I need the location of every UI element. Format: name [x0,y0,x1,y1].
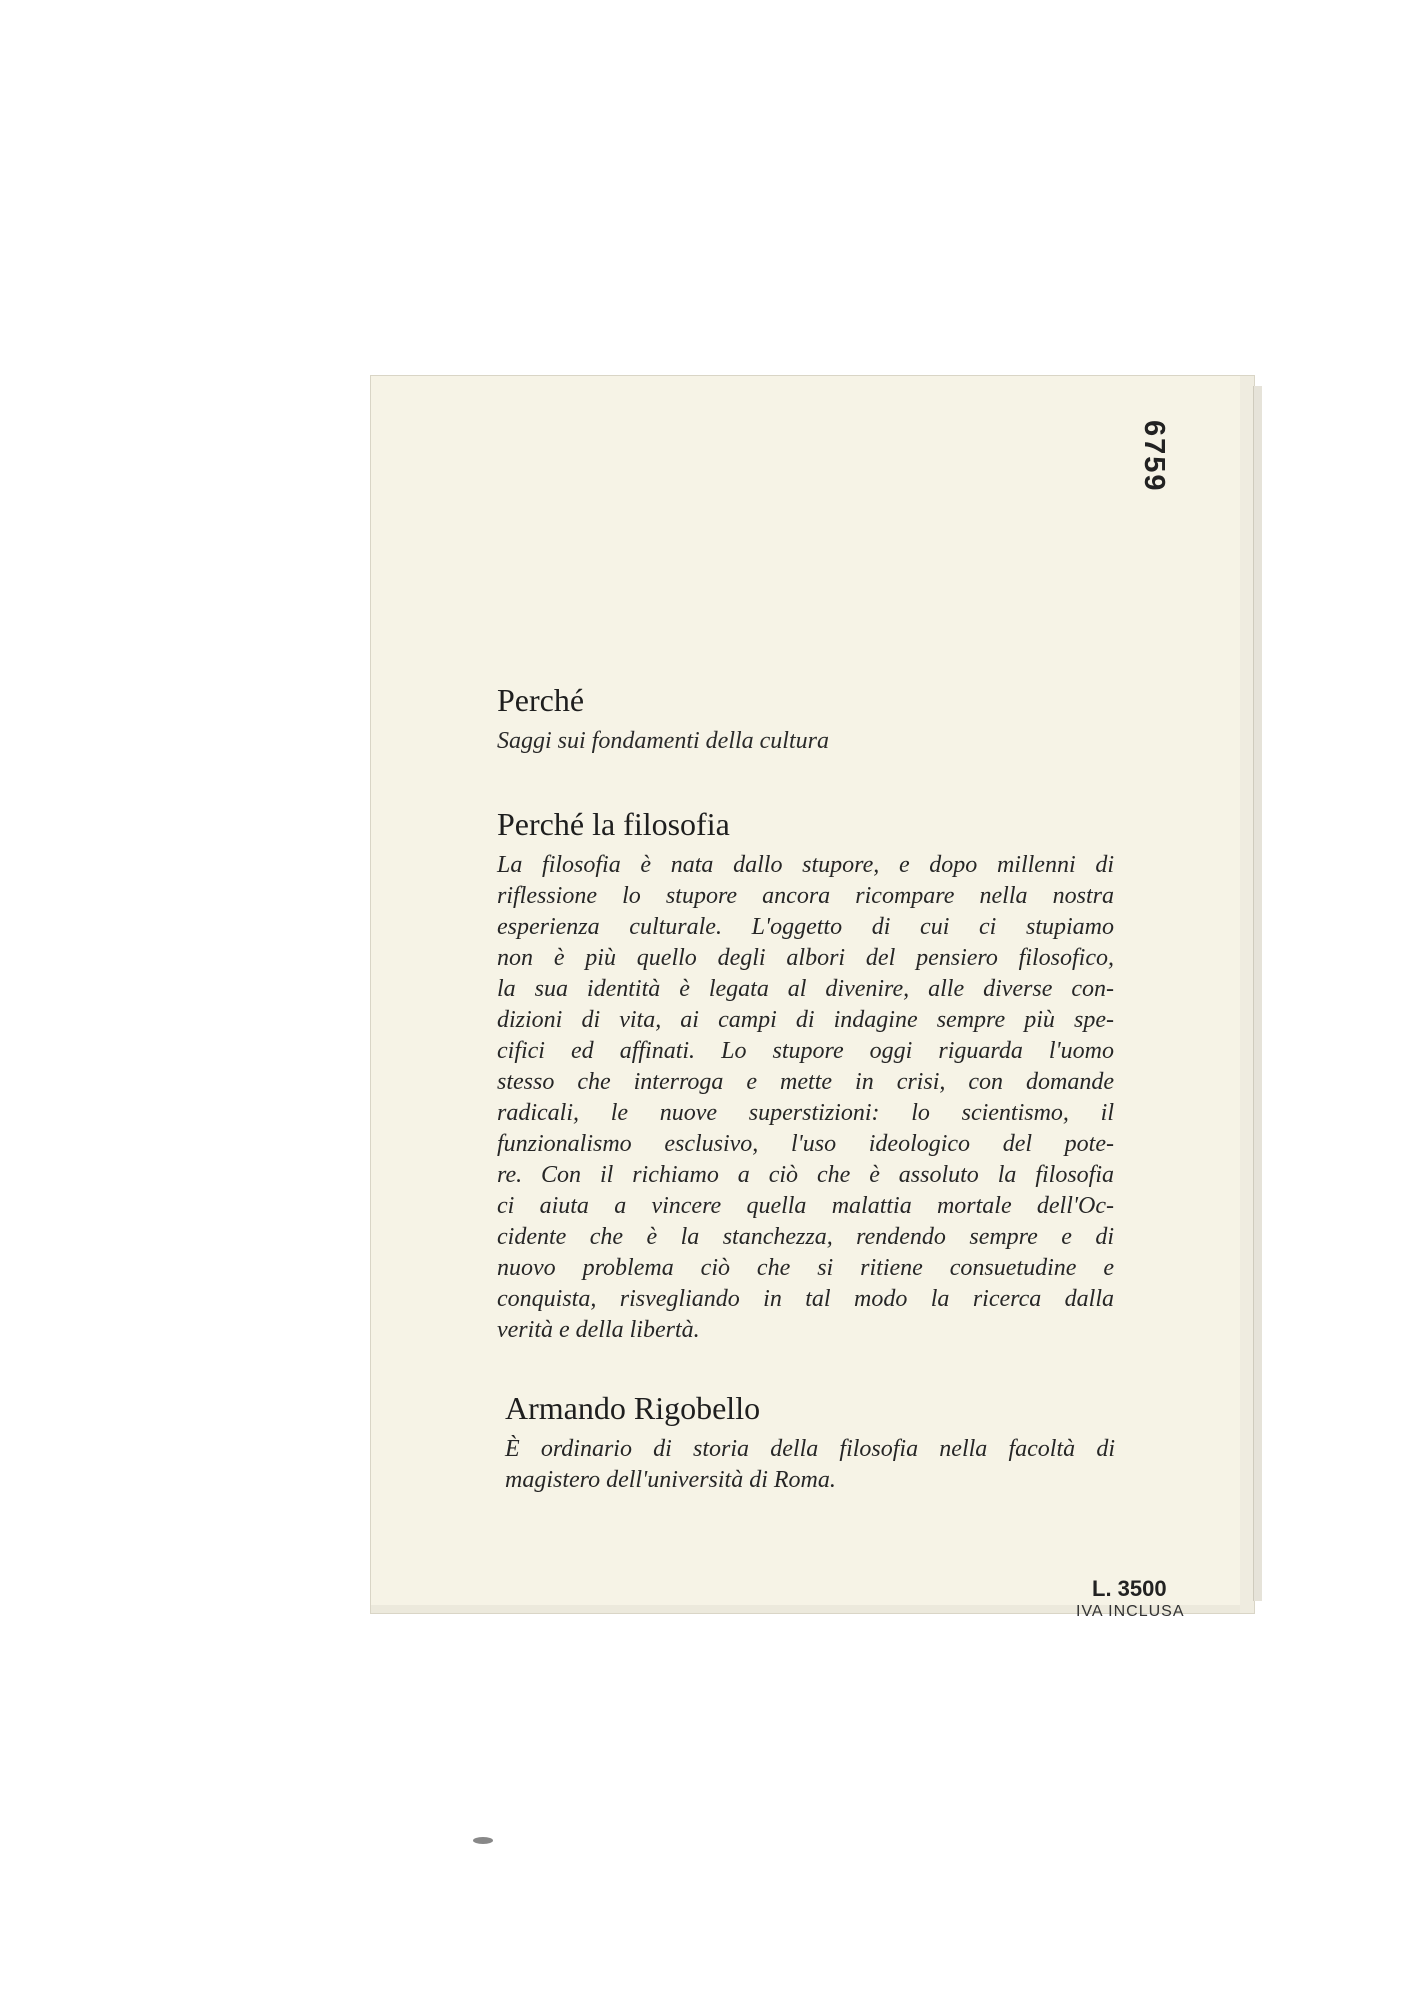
book-title: Perché la filosofia [497,806,730,842]
description-line: cidente che è la stanchezza, rendendo sempre e di [497,1224,1114,1250]
description-line: dizioni di vita, ai campi di indagine sempre più spe- [497,1007,1114,1033]
description-line: riflessione lo stupore ancora ricompare nella nostra [497,883,1114,909]
description-line: stesso che interroga e mette in crisi, con domande [497,1069,1114,1095]
series-subtitle: Saggi sui fondamenti della cultura [497,728,829,754]
description-line: verità e della libertà. [497,1317,700,1343]
book-page-edge [1253,386,1262,1601]
series-title: Perché [497,682,585,718]
description-line: esperienza culturale. L'oggetto di cui ci stupiamo [497,914,1114,940]
dust-speck [473,1837,493,1844]
description-line: ci aiuta a vincere quella malattia mortale dell'Oc- [497,1193,1114,1219]
description-line: conquista, risvegliando in tal modo la ricerca dalla [497,1286,1114,1312]
description-line: La filosofia è nata dallo stupore, e dopo millenni di [497,852,1114,878]
author-name: Armando Rigobello [505,1390,761,1426]
author-bio-line: magistero dell'università di Roma. [505,1467,836,1493]
author-bio-line: È ordinario di storia della filosofia nella facoltà di [505,1436,1115,1462]
description-line: nuovo problema ciò che si ritiene consuetudine e [497,1255,1114,1281]
description-line: re. Con il richiamo a ciò che è assoluto la filosofia [497,1162,1114,1188]
book-code: 6759 [1138,420,1170,493]
vat-note: IVA INCLUSA [1076,1603,1185,1620]
description-line: non è più quello degli albori del pensiero filosofico, [497,945,1114,971]
description-line: la sua identità è legata al divenire, alle diverse con- [497,976,1114,1002]
description-line: funzionalismo esclusivo, l'uso ideologico del pote- [497,1131,1114,1157]
description-line: radicali, le nuove superstizioni: lo scientismo, il [497,1100,1114,1126]
author-bio [505,1434,1115,1496]
book-description [497,850,1114,1346]
description-line: cifici ed affinati. Lo stupore oggi riguarda l'uomo [497,1038,1114,1064]
price-label: L. 3500 [1092,1576,1167,1601]
